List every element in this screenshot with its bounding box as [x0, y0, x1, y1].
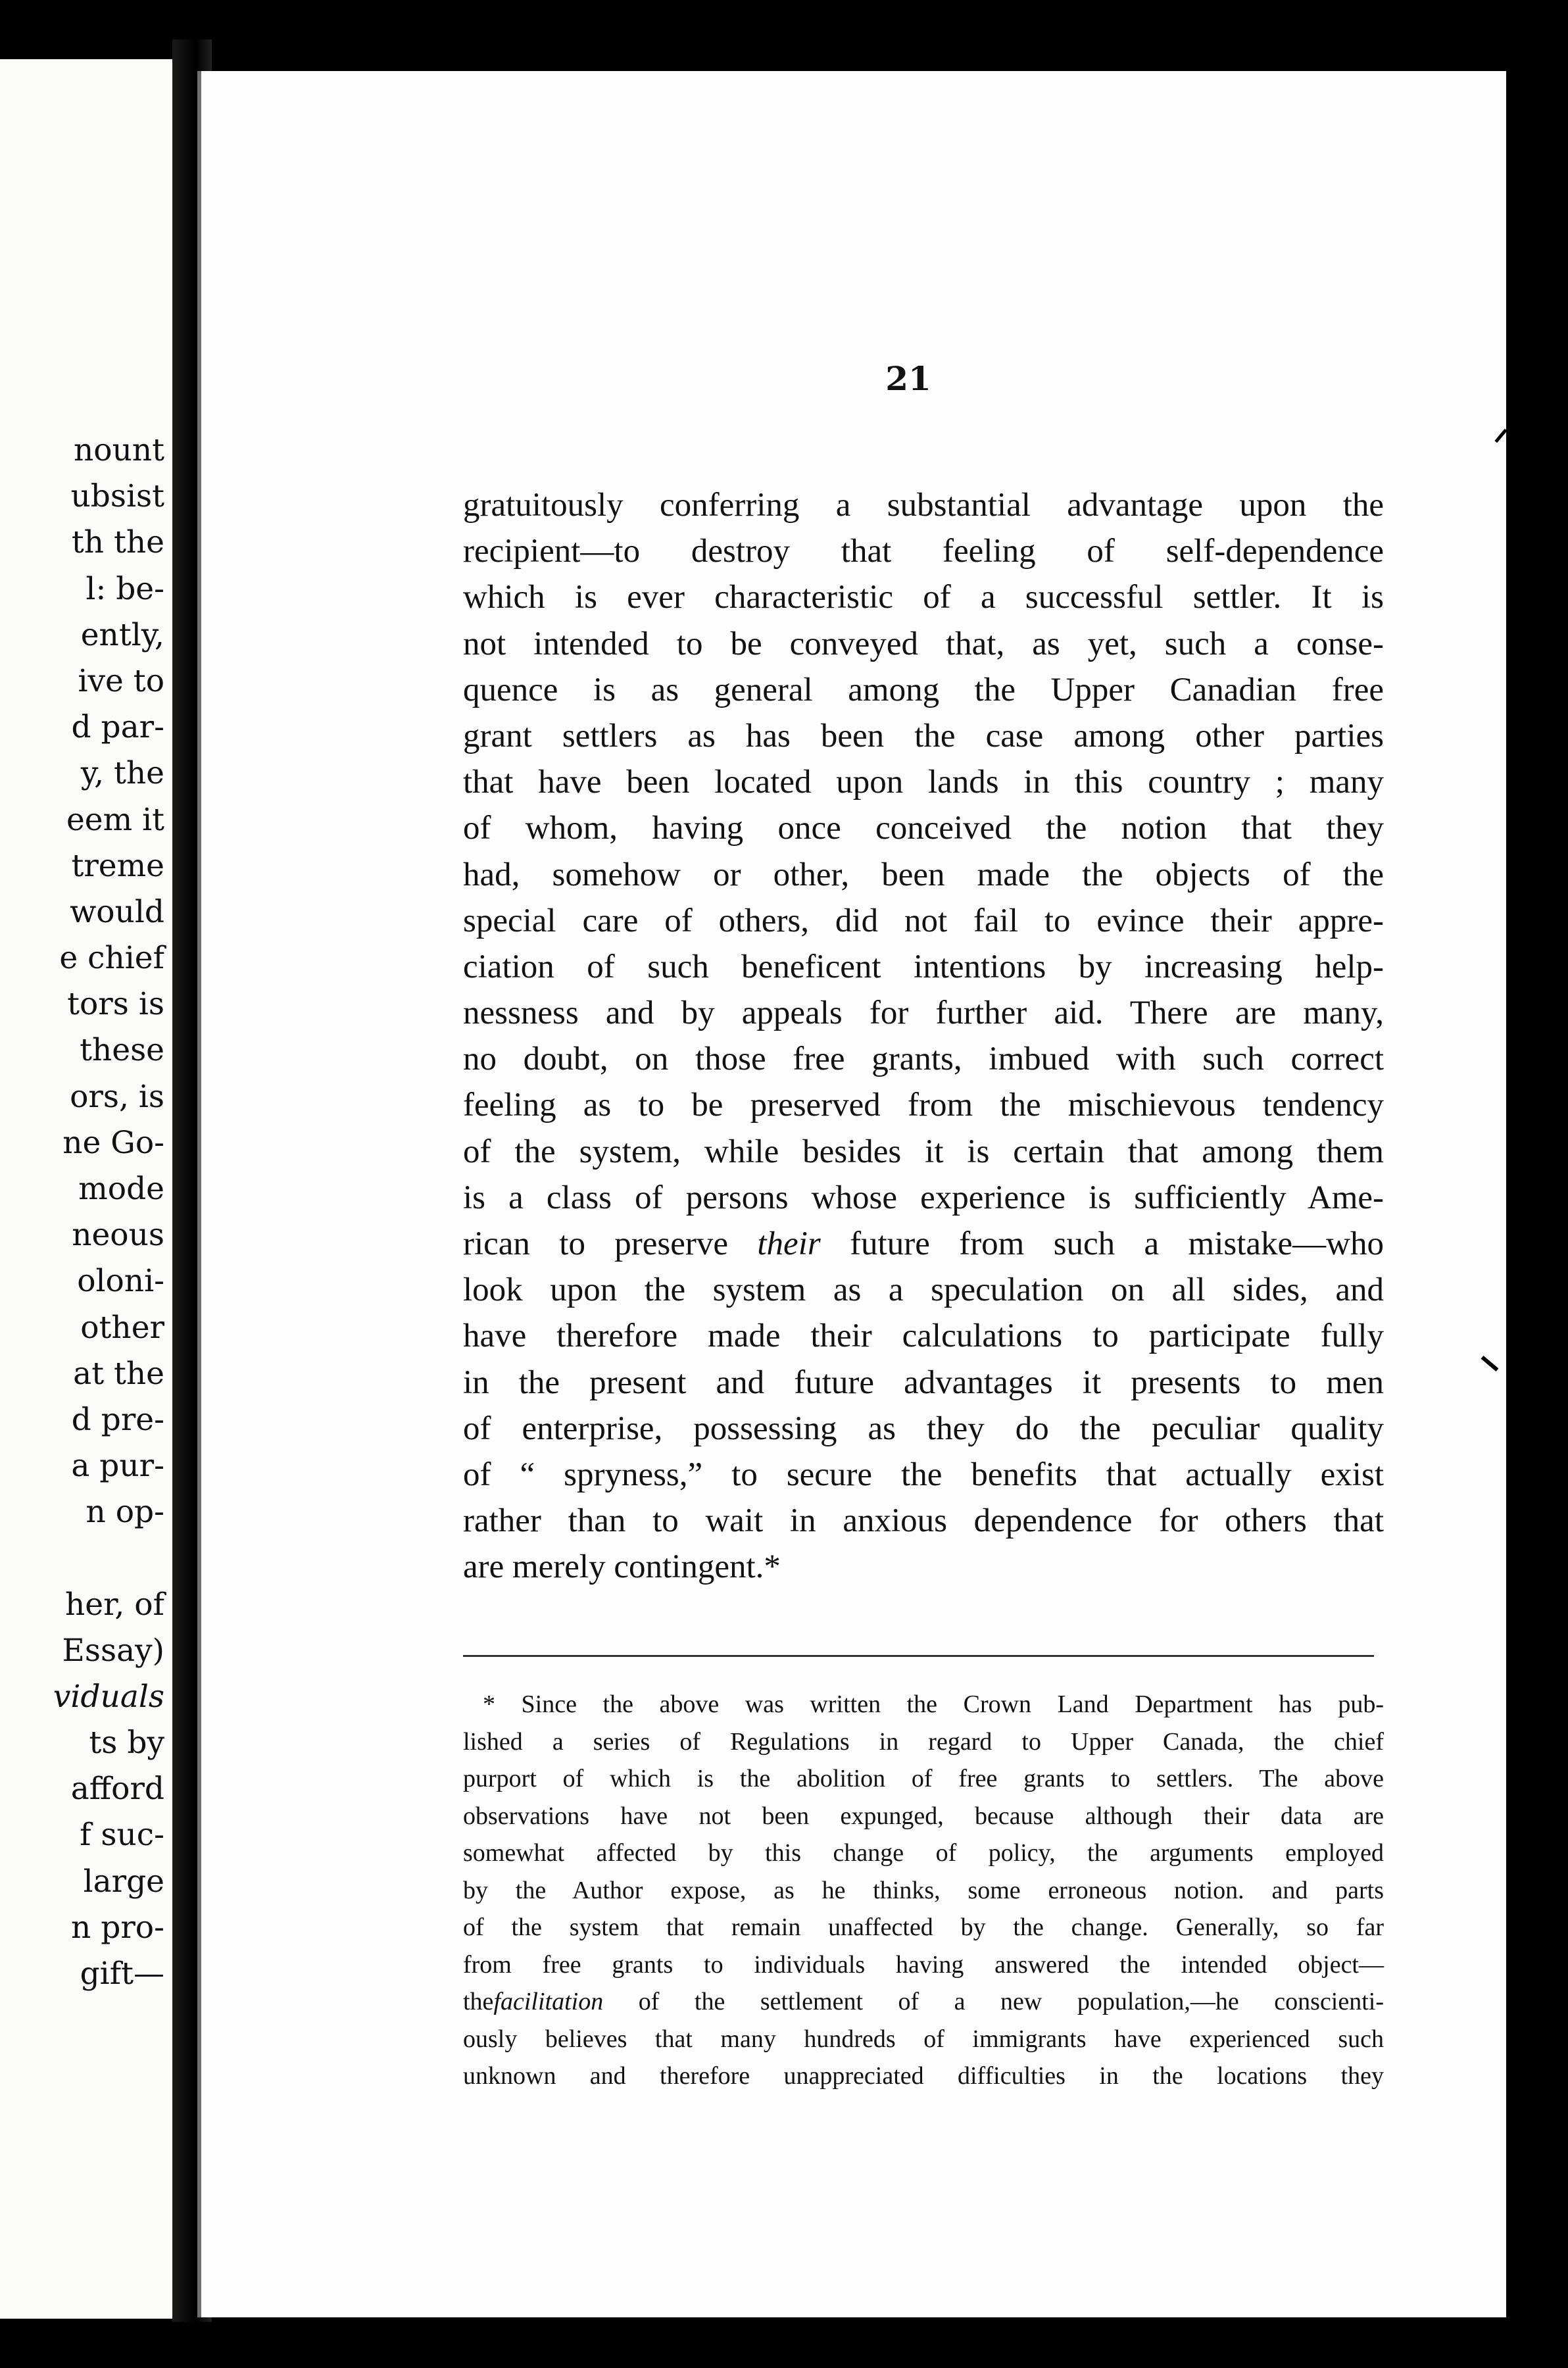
left-line: would — [70, 893, 164, 930]
left-page-text — [0, 428, 172, 1997]
footnote-line-with-italic — [463, 1983, 1384, 2021]
left-line: other — [80, 1309, 164, 1346]
body-line: quence is as general among the Upper Canadian free — [463, 671, 1384, 708]
left-line: a pur- — [71, 1448, 164, 1485]
body-line: are merely contingent.* — [463, 1548, 781, 1586]
left-line: large — [83, 1863, 164, 1900]
left-line: l: be- — [86, 570, 164, 607]
left-line: ors, is — [70, 1078, 164, 1115]
left-line: afford — [70, 1771, 164, 1808]
left-line: treme — [71, 847, 164, 884]
body-line: special care of others, did not fail to evince their appre- — [463, 902, 1384, 939]
body-segment: rican to preserve — [463, 1225, 729, 1262]
body-line: look upon the system as a speculation on all sides, and — [463, 1271, 1384, 1309]
footnote-line: of the system that remain unaffected by the change. Generally, so far — [463, 1913, 1384, 1941]
body-line-with-italic — [463, 1221, 1384, 1267]
body-line: ciation of such beneficent intentions by increasing help- — [463, 948, 1384, 985]
page-number-text: 21 — [885, 359, 931, 398]
left-line: ive to — [78, 662, 164, 699]
left-line: th the — [71, 524, 164, 561]
main-page — [197, 71, 1506, 2317]
body-line: which is ever characteristic of a successful settler. It is — [463, 579, 1384, 616]
left-line: eem it — [66, 801, 164, 838]
body-line: rather than to wait in anxious dependence for others that — [463, 1502, 1384, 1540]
body-line: of “ spryness,” to secure the benefits that actually exist — [463, 1456, 1384, 1493]
left-line: n op- — [86, 1494, 164, 1531]
left-line: d pre- — [71, 1401, 164, 1438]
left-line: Essay) — [62, 1632, 164, 1669]
left-line: tors is — [67, 986, 164, 1023]
footnote-line: unknown and therefore unappreciated difficulties in the locations they — [463, 2062, 1384, 2090]
left-line: oloni- — [77, 1263, 164, 1300]
left-line: e chief — [59, 940, 164, 977]
footnote-line: somewhat affected by this change of policy, the arguments employed — [463, 1839, 1384, 1867]
body-line: that have been located upon lands in this country ; many — [463, 764, 1384, 801]
body-line: feeling as to be preserved from the mischievous tendency — [463, 1087, 1384, 1124]
body-line: gratuitously conferring a substantial advantage upon the — [463, 487, 1384, 524]
left-line: mode — [78, 1171, 164, 1207]
body-line: is a class of persons whose experience is sufficiently Ame- — [463, 1179, 1384, 1216]
left-line: at the — [73, 1355, 164, 1392]
body-line: no doubt, on those free grants, imbued with such correct — [463, 1041, 1384, 1078]
left-line: nount — [74, 432, 164, 468]
body-line: recipient—to destroy that feeling of self-dependence — [463, 533, 1384, 570]
left-line: ubsist — [70, 478, 164, 515]
left-line: y, the — [80, 755, 164, 792]
footnote — [463, 1686, 1384, 2095]
left-line: f suc- — [80, 1817, 164, 1854]
left-line: ts by — [89, 1725, 164, 1762]
left-line: viduals — [53, 1678, 164, 1715]
footnote-segment: of the settlement of a new population,—he conscienti- — [638, 1988, 1384, 2015]
body-segment: future from such a mistake—who — [850, 1225, 1384, 1262]
italic-word: their — [757, 1225, 821, 1262]
left-line: gift— — [80, 1956, 164, 1992]
body-line: had, somehow or other, been made the objects of the — [463, 856, 1384, 893]
body-line: nessness and by appeals for further aid. There are many, — [463, 995, 1384, 1032]
left-line: these — [80, 1032, 164, 1069]
footnote-line: * Since the above was written the Crown Land Department has pub- — [483, 1690, 1384, 1718]
footnote-segment: the — [463, 1988, 494, 2015]
body-line: of the system, while besides it is certain that among them — [463, 1133, 1384, 1170]
footnote-line: by the Author expose, as he thinks, some erroneous notion. and parts — [463, 1876, 1384, 1904]
footnote-line: purport of which is the abolition of free grants to settlers. The above — [463, 1765, 1384, 1792]
footnote-line: lished a series of Regulations in regard to Upper Canada, the chief — [463, 1727, 1384, 1756]
body-line: in the present and future advantages it presents to men — [463, 1364, 1384, 1401]
left-line: her, of — [65, 1586, 164, 1623]
body-line: have therefore made their calculations to participate fully — [463, 1318, 1384, 1355]
left-line: ently, — [80, 616, 164, 653]
left-line: neous — [72, 1217, 164, 1254]
body-line: grant settlers as has been the case among other parties — [463, 717, 1384, 754]
footnote-divider — [463, 1655, 1374, 1657]
body-text — [463, 482, 1384, 1591]
body-line: of enterprise, possessing as they do the peculiar quality — [463, 1410, 1384, 1447]
footnote-line: ously believes that many hundreds of immigrants have experienced such — [463, 2025, 1384, 2053]
left-line: ne Go- — [62, 1124, 164, 1161]
left-line: n pro- — [71, 1909, 164, 1946]
body-line: not intended to be conveyed that, as yet, such a conse- — [463, 625, 1384, 662]
left-line: d par- — [71, 709, 164, 746]
body-line: of whom, having once conceived the notion that they — [463, 810, 1384, 847]
footnote-line: observations have not been expunged, because although their data are — [463, 1802, 1384, 1830]
footnote-line: from free grants to individuals having answered the intended object— — [463, 1950, 1384, 1979]
left-facing-page — [0, 59, 172, 2319]
italic-word: facilitation — [493, 1988, 604, 2015]
